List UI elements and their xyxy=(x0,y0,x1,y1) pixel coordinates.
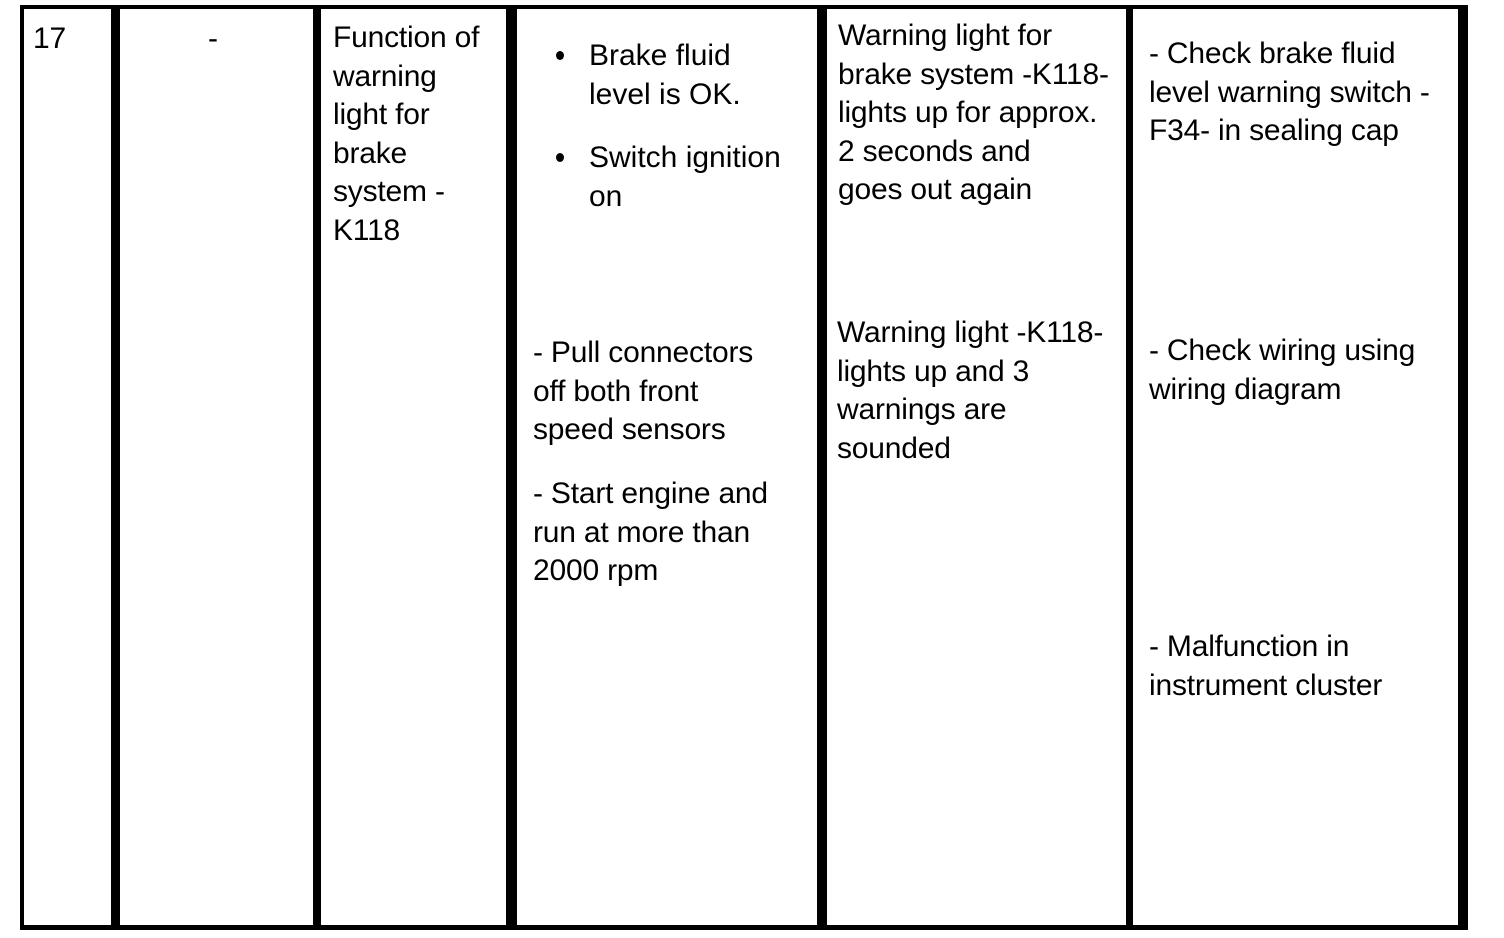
test-function-line: system - xyxy=(333,175,445,208)
condition-step-line: run at more than xyxy=(533,515,750,549)
specified-line: sounded xyxy=(837,431,951,465)
remedy-action-3 xyxy=(1149,628,1382,705)
condition-bullet-line: on xyxy=(589,179,623,213)
table-bottom-border xyxy=(20,925,1468,930)
specified-result-1 xyxy=(838,17,1109,210)
column-divider-left-edge xyxy=(20,5,24,930)
remedy-line: - Check wiring using xyxy=(1149,334,1416,367)
column-divider-2 xyxy=(313,5,321,930)
specified-line: 2 seconds and xyxy=(838,134,1031,168)
specified-line: lights up and 3 xyxy=(837,354,1030,388)
specified-line: warnings are xyxy=(837,393,1007,426)
condition-step-line: off both front xyxy=(533,374,699,408)
condition-bullet-item xyxy=(589,139,781,216)
test-function-line: K118 xyxy=(333,213,401,247)
remedy-action-2 xyxy=(1149,332,1415,409)
column-divider-5 xyxy=(1126,5,1133,930)
test-function-line: brake xyxy=(333,136,408,170)
condition-step-line: speed sensors xyxy=(533,413,726,446)
remedy-line: F34- in sealing cap xyxy=(1149,114,1399,147)
column-divider-1 xyxy=(111,5,120,930)
specified-line: brake system -K118- xyxy=(838,57,1109,91)
row-code xyxy=(208,20,218,59)
specified-result-2 xyxy=(837,314,1103,468)
specified-line: Warning light -K118- xyxy=(837,316,1104,349)
remedy-line: - Check brake fluid xyxy=(1149,37,1396,70)
remedy-line: level warning switch - xyxy=(1149,75,1430,109)
specified-line: lights up for approx. xyxy=(838,96,1098,129)
remedy-line: instrument cluster xyxy=(1149,668,1383,702)
specified-line: goes out again xyxy=(838,173,1033,206)
bullet-icon xyxy=(556,153,564,162)
test-function-cell xyxy=(333,19,479,250)
row-number xyxy=(33,20,66,59)
condition-bullet-line: level is OK. xyxy=(589,77,741,111)
row-number-text: 17 xyxy=(33,22,66,55)
condition-bullet-item xyxy=(589,37,741,114)
test-function-line: warning xyxy=(333,59,437,93)
test-function-line: light for xyxy=(333,98,430,131)
condition-step-1 xyxy=(533,334,753,450)
condition-step-line: 2000 rpm xyxy=(533,554,659,587)
specified-line: Warning light for xyxy=(838,19,1052,52)
remedy-line: wiring diagram xyxy=(1149,372,1342,406)
remedy-line: - Malfunction in xyxy=(1149,630,1350,663)
condition-step-line: - Start engine and xyxy=(533,477,768,510)
column-divider-right-edge xyxy=(1458,5,1468,930)
row-code-text: - xyxy=(208,22,218,55)
table-top-border xyxy=(20,5,1468,9)
bullet-icon xyxy=(556,51,564,60)
remedy-action-1 xyxy=(1149,35,1430,151)
test-function-line: Function of xyxy=(333,21,480,54)
column-divider-3 xyxy=(506,5,517,930)
condition-step-line: - Pull connectors xyxy=(533,336,754,369)
condition-bullet-line: Switch ignition xyxy=(589,141,781,174)
condition-bullet-line: Brake fluid xyxy=(589,39,731,72)
condition-step-2 xyxy=(533,475,768,591)
column-divider-4 xyxy=(817,5,827,930)
